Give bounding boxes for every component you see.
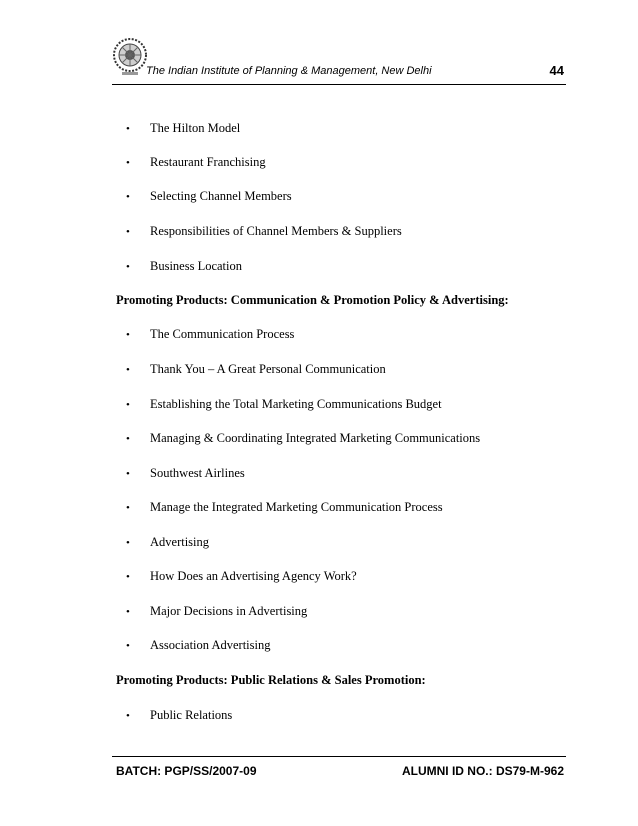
list-item-text: Managing & Coordinating Integrated Marketing Communications (150, 431, 481, 445)
list-item-text: Business Location (150, 259, 243, 273)
list-item (126, 223, 402, 239)
list-item (126, 603, 307, 619)
footer-alumni-id: ALUMNI ID NO.: DS79-M-962 (401, 764, 564, 778)
header-rule (112, 84, 566, 85)
list-item-text: Public Relations (150, 708, 233, 722)
list-item-text: The Hilton Model (150, 121, 241, 135)
section-heading: Promoting Products: Communication & Promotion Policy & Advertising: (116, 293, 509, 307)
list-item (126, 188, 292, 204)
list-item-text: Thank You – A Great Personal Communication (150, 362, 386, 376)
list-item (126, 707, 232, 723)
list-item (126, 637, 270, 653)
list-item (126, 499, 443, 515)
bullet-icon: • (126, 571, 130, 583)
bullet-icon: • (126, 606, 130, 618)
bullet-icon: • (126, 364, 130, 376)
bullet-icon: • (126, 640, 130, 652)
bullet-icon: • (126, 329, 130, 341)
list-item-text: Southwest Airlines (150, 466, 245, 480)
bullet-icon: • (126, 399, 130, 411)
bullet-icon: • (126, 123, 130, 135)
list-item-text: Restaurant Franchising (150, 155, 266, 169)
list-item (126, 361, 386, 377)
list-item (126, 396, 442, 412)
institute-seal-icon (112, 37, 148, 79)
list-item-text: How Does an Advertising Agency Work? (150, 569, 357, 583)
section-heading: Promoting Products: Public Relations & Sales Promotion: (116, 673, 426, 687)
list-item-text: Responsibilities of Channel Members & Suppliers (150, 224, 402, 238)
list-item (126, 154, 266, 170)
list-item-text: Major Decisions in Advertising (150, 604, 308, 618)
footer-batch: BATCH: PGP/SS/2007-09 (116, 764, 257, 778)
bullet-icon: • (126, 191, 130, 203)
bullet-icon: • (126, 710, 130, 722)
list-item (126, 120, 240, 136)
bullet-icon: • (126, 261, 130, 273)
list-item-text: Association Advertising (150, 638, 271, 652)
bullet-icon: • (126, 226, 130, 238)
list-item (126, 430, 480, 446)
header-institute-name: The Indian Institute of Planning & Management, New Delhi (146, 65, 432, 77)
list-item-text: Selecting Channel Members (150, 189, 292, 203)
bullet-icon: • (126, 537, 130, 549)
list-item-text: Advertising (150, 535, 210, 549)
bullet-icon: • (126, 157, 130, 169)
list-item (126, 326, 294, 342)
bullet-icon: • (126, 468, 130, 480)
list-item (126, 568, 357, 584)
list-item (126, 534, 209, 550)
list-item (126, 465, 245, 481)
page-number: 44 (549, 63, 564, 78)
list-item-text: The Communication Process (150, 327, 295, 341)
list-item (126, 258, 242, 274)
list-item-text: Manage the Integrated Marketing Communication Process (150, 500, 443, 514)
bullet-icon: • (126, 433, 130, 445)
bullet-icon: • (126, 502, 130, 514)
footer-rule (112, 756, 566, 757)
list-item-text: Establishing the Total Marketing Communications Budget (150, 397, 442, 411)
